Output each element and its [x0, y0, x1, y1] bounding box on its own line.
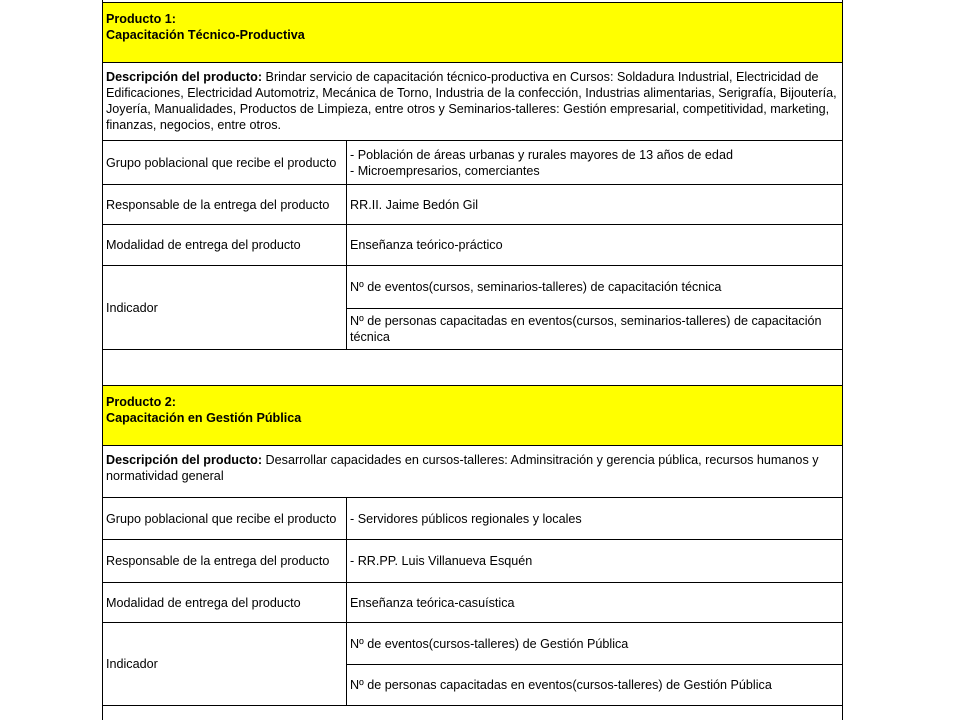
- product-1-indicator-label: Indicador: [103, 266, 347, 350]
- spreadsheet-area: [102, 0, 843, 720]
- product-1-responsible-value: RR.II. Jaime Bedón Gil: [347, 185, 843, 225]
- product-2-description-text: Desarrollar capacidades en cursos-talleres: Adminsitración y gerencia pública, recursos humanos y normatividad general: [106, 453, 819, 483]
- product-1-group-value: [347, 141, 843, 185]
- product-2-group-value: - Servidores públicos regionales y locales: [347, 498, 843, 540]
- product-1-header: [103, 3, 843, 63]
- product-2-number: Producto 2:: [106, 395, 176, 409]
- product-2-responsible-label: Responsable de la entrega del producto: [103, 540, 347, 583]
- product-1-modality-value: Enseñanza teórico-práctico: [347, 225, 843, 266]
- product-2-group-label: Grupo poblacional que recibe el producto: [103, 498, 347, 540]
- product-2-table: [102, 385, 843, 706]
- product-1-table: [102, 2, 843, 350]
- product-2-modality-value: Enseñanza teórica-casuística: [347, 583, 843, 623]
- product-1-description-label: Descripción del producto:: [106, 70, 263, 84]
- product-1-indicator-1: Nº de eventos(cursos, seminarios-talleres) de capacitación técnica: [347, 266, 843, 309]
- product-2-description: [103, 446, 843, 498]
- product-1-group-label: Grupo poblacional que recibe el producto: [103, 141, 347, 185]
- product-1-description-text: Brindar servicio de capacitación técnico-productiva en Cursos: Soldadura Industrial, Electricidad de Edificaciones, Electricidad Automotriz, Mecánica de Torno, Industria de la confección, Industrias alimentarias, Serigrafía, Bijoutería, Joyería, Manualidades, Productos de Limpieza, entre otros y Seminarios-talleres: Gestión empresarial, competitividad, marketing, finanzas, negocios, entre otros.: [106, 70, 837, 132]
- product-2-description-label: Descripción del producto:: [106, 453, 263, 467]
- product-1-group-value-1: - Población de áreas urbanas y rurales mayores de 13 años de edad: [350, 147, 733, 162]
- product-2-indicator-1: Nº de eventos(cursos-talleres) de Gestión Pública: [347, 623, 843, 665]
- product-1-responsible-label: Responsable de la entrega del producto: [103, 185, 347, 225]
- product-2-title: Capacitación en Gestión Pública: [106, 411, 302, 425]
- product-1-description: [103, 63, 843, 141]
- product-2-modality-label: Modalidad de entrega del producto: [103, 583, 347, 623]
- product-2-header: [103, 386, 843, 446]
- product-2-responsible-value: - RR.PP. Luis Villanueva Esquén: [347, 540, 843, 583]
- product-1-modality-label: Modalidad de entrega del producto: [103, 225, 347, 266]
- product-1-group-value-2: - Microempresarios, comerciantes: [350, 163, 540, 178]
- product-2-indicator-label: Indicador: [103, 623, 347, 706]
- product-1-indicator-2: Nº de personas capacitadas en eventos(cursos, seminarios-talleres) de capacitación técnica: [347, 309, 843, 350]
- product-1-number: Producto 1:: [106, 12, 176, 26]
- product-2-indicator-2: Nº de personas capacitadas en eventos(cursos-talleres) de Gestión Pública: [347, 665, 843, 706]
- product-1-title: Capacitación Técnico-Productiva: [106, 28, 305, 42]
